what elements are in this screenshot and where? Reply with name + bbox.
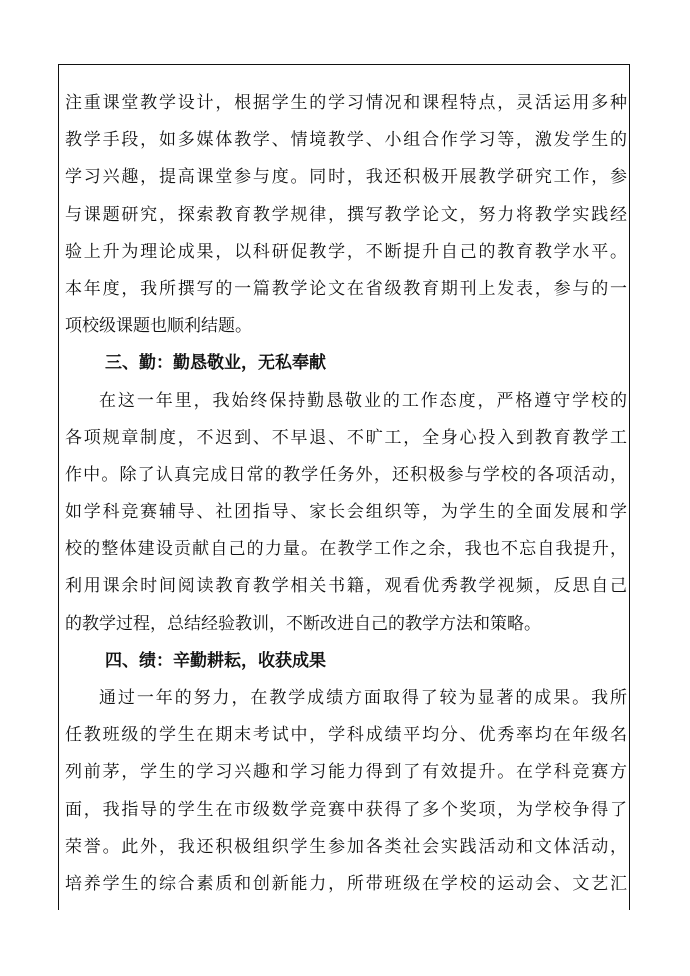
text-line: 作中。除了认真完成日常的教学任务外，还积极参与学校的各项活动， — [65, 464, 627, 485]
text-line: 教学手段，如多媒体教学、情境教学、小组合作学习等，激发学生的 — [65, 130, 627, 151]
text-line: 在这一年里，我始终保持勤恳敬业的工作态度，严格遵守学校的 — [99, 390, 627, 411]
text-line: 如学科竞赛辅导、社团指导、家长会组织等，为学生的全面发展和学 — [65, 502, 627, 523]
text-line: 列前茅，学生的学习兴趣和学习能力得到了有效提升。在学科竞赛方 — [65, 762, 627, 783]
text-line: 培养学生的综合素质和创新能力，所带班级在学校的运动会、文艺汇 — [65, 873, 627, 894]
text-line: 项校级课题也顺利结题。 — [65, 316, 252, 337]
text-line: 注重课堂教学设计，根据学生的学习情况和课程特点，灵活运用多种 — [65, 93, 627, 113]
text-line: 通过一年的努力，在教学成绩方面取得了较为显著的成果。我所 — [99, 688, 627, 708]
section-heading-achievements: 四、绩：辛勤耕耘，收获成果 — [105, 650, 326, 671]
text-line: 与课题研究，探索教育教学规律，撰写教学论文，努力将教学实践经 — [65, 204, 627, 225]
paragraph-teaching-research — [65, 85, 627, 345]
text-line: 任教班级的学生在期末考试中，学科成绩平均分、优秀率均在年级名 — [65, 725, 627, 746]
text-line: 的教学过程，总结经验教训，不断改进自己的教学方法和策略。 — [65, 613, 541, 634]
text-line: 面，我指导的学生在市级数学竞赛中获得了多个奖项，为学校争得了 — [65, 799, 627, 820]
text-line: 荣誉。此外，我还积极组织学生参加各类社会实践活动和文体活动， — [65, 836, 627, 857]
section-heading-diligence: 三、勤：勤恳敬业，无私奉献 — [105, 353, 326, 374]
paragraph-achievements — [65, 680, 627, 903]
text-line: 校的整体建设贡献自己的力量。在教学工作之余，我也不忘自我提升， — [65, 539, 627, 560]
text-line: 本年度，我所撰写的一篇教学论文在省级教育期刊上发表，参与的一 — [65, 278, 627, 299]
text-line: 利用课余时间阅读教育教学相关书籍，观看优秀教学视频，反思自己 — [65, 576, 627, 597]
paragraph-diligence — [65, 383, 627, 643]
text-line: 验上升为理论成果，以科研促教学，不断提升自己的教育教学水平。 — [65, 241, 627, 262]
document-body — [65, 85, 627, 903]
text-line: 学习兴趣，提高课堂参与度。同时，我还积极开展教学研究工作，参 — [65, 167, 627, 188]
text-line: 各项规章制度，不迟到、不早退、不旷工，全身心投入到教育教学工 — [65, 427, 627, 448]
